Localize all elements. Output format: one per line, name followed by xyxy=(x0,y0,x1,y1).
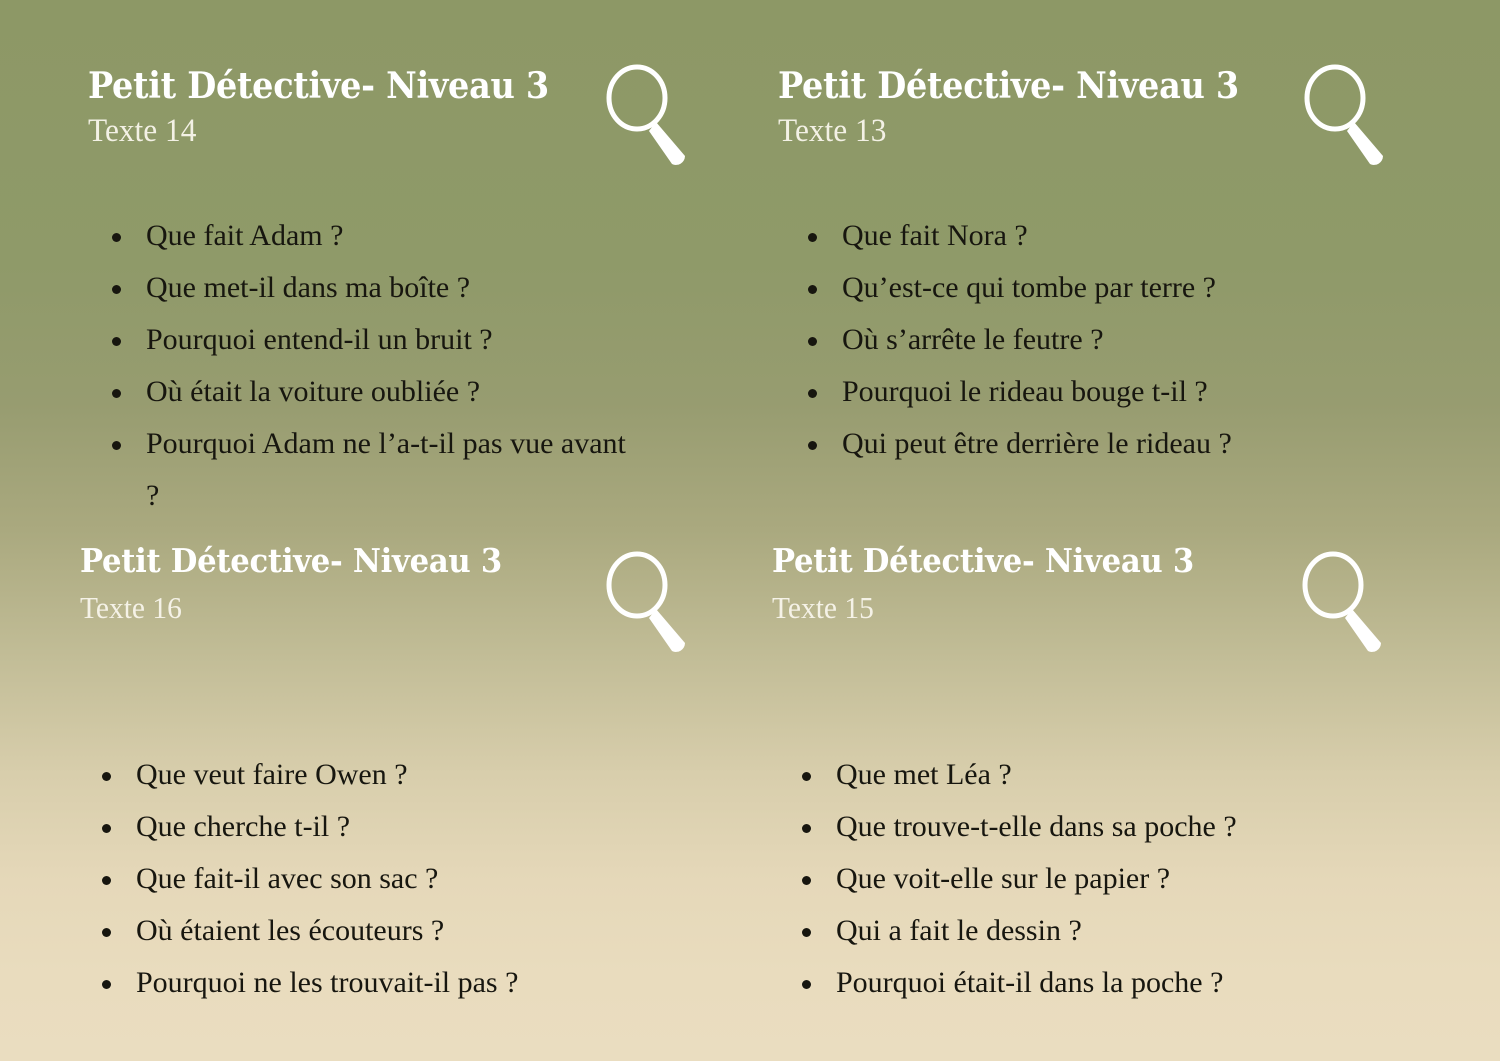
question-list xyxy=(100,749,720,1009)
card-subtitle: Texte 15 xyxy=(772,589,874,625)
question-item: Pourquoi ne les trouvait-il pas ? xyxy=(100,957,656,1009)
card-header xyxy=(80,543,720,661)
question-item: Pourquoi Adam ne l’a-t-il pas vue avant ? xyxy=(110,418,646,522)
question-list xyxy=(806,210,1418,470)
question-item: Où s’arrête le feutre ? xyxy=(806,314,1362,366)
card-title: Petit Détective- Niveau 3 xyxy=(88,65,549,107)
question-item: Que trouve-t-elle dans sa poche ? xyxy=(800,801,1356,853)
card-title: Petit Détective- Niveau 3 xyxy=(778,65,1239,107)
card-header xyxy=(772,543,1412,661)
card-texte-13 xyxy=(778,66,1418,470)
question-item: Que fait-il avec son sac ? xyxy=(100,853,656,905)
question-item: Qui a fait le dessin ? xyxy=(800,905,1356,957)
card-title: Petit Détective- Niveau 3 xyxy=(772,541,1194,580)
question-item: Qu’est-ce qui tombe par terre ? xyxy=(806,262,1362,314)
question-item: Que met-il dans ma boîte ? xyxy=(110,262,646,314)
question-item: Que cherche t-il ? xyxy=(100,801,656,853)
card-subtitle: Texte 13 xyxy=(778,113,887,150)
question-item: Pourquoi entend-il un bruit ? xyxy=(110,314,646,366)
card-header xyxy=(88,66,728,184)
question-item: Qui peut être derrière le rideau ? xyxy=(806,418,1362,470)
card-header xyxy=(778,66,1418,184)
question-item: Que fait Nora ? xyxy=(806,210,1362,262)
card-texte-16 xyxy=(80,543,720,1009)
question-item: Que met Léa ? xyxy=(800,749,1356,801)
question-item: Où étaient les écouteurs ? xyxy=(100,905,656,957)
question-item: Que voit-elle sur le papier ? xyxy=(800,853,1356,905)
card-texte-15 xyxy=(772,543,1412,1009)
card-subtitle: Texte 14 xyxy=(88,113,197,150)
question-item: Pourquoi était-il dans la poche ? xyxy=(800,957,1356,1009)
question-list xyxy=(800,749,1412,1009)
card-texte-14 xyxy=(88,66,728,522)
question-list xyxy=(110,210,728,522)
question-item: Pourquoi le rideau bouge t-il ? xyxy=(806,366,1362,418)
question-item: Que fait Adam ? xyxy=(110,210,646,262)
question-item: Où était la voiture oubliée ? xyxy=(110,366,646,418)
card-title: Petit Détective- Niveau 3 xyxy=(80,541,502,580)
card-subtitle: Texte 16 xyxy=(80,589,182,625)
question-item: Que veut faire Owen ? xyxy=(100,749,656,801)
